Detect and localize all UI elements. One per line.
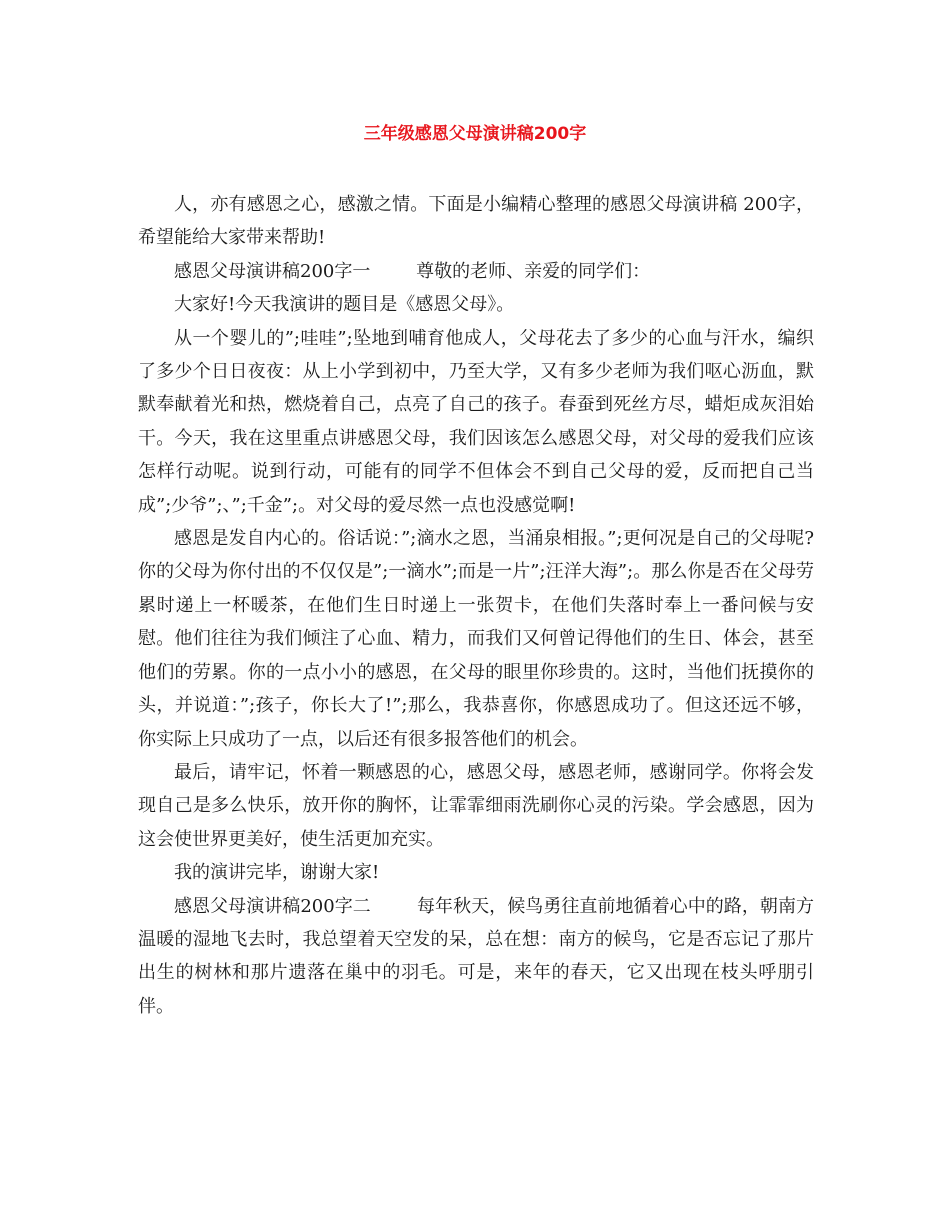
paragraph-speech-two: 感恩父母演讲稿200字二 每年秋天，候鸟勇往直前地循着心中的路，朝南方温暖的湿地飞去时，我总望着天空发的呆，总在想：南方的候鸟，它是否忘记了那片出生的树林和那片遗落在巢中的羽毛。可是，来年的春天，它又出现在枝头呼朋引伴。 <box>138 895 814 1017</box>
paragraph-greeting: 大家好!今天我演讲的题目是《感恩父母》。 <box>174 294 515 316</box>
paragraph-intro: 人，亦有感恩之心，感激之情。下面是小编精心整理的感恩父母演讲稿 200字，希望能给大家带来帮助! <box>138 194 814 249</box>
paragraph-body-2: 感恩是发自内心的。俗话说：”;滴水之恩，当涌泉相报。”;更何况是自己的父母呢?你的父母为你付出的不仅仅是”;一滴水”;而是一片”;汪洋大海”;。那么你是否在父母劳累时递上一杯暖茶，在他们生日时递上一张贺卡，在他们失落时奉上一番问候与安慰。他们往往为我们倾注了心血、精力，而我们又何曾记得他们的生日、体会，甚至他们的劳累。你的一点小小的感恩，在父母的眼里你珍贵的。这时，当他们抚摸你的头，并说道：”;孩子，你长大了!”;那么，我恭喜你，你感恩成功了。但这还远不够，你实际上只成功了一点，以后还有很多报答他们的机会。 <box>138 528 814 750</box>
paragraph-conclusion: 最后，请牢记，怀着一颗感恩的心，感恩父母，感恩老师，感谢同学。你将会发现自己是多么快乐，放开你的胸怀，让霏霏细雨洗刷你心灵的污染。学会感恩，因为这会使世界更美好，使生活更加充实。 <box>138 761 814 850</box>
document-body <box>138 188 814 1023</box>
paragraph-speech-one-heading: 感恩父母演讲稿200字一 尊敬的老师、亲爱的同学们： <box>174 260 651 282</box>
document-title: 三年级感恩父母演讲稿200字 <box>363 124 587 144</box>
paragraph-body-1: 从一个婴儿的”;哇哇”;坠地到哺育他成人，父母花去了多少的心血与汗水，编织了多少个日日夜夜：从上小学到初中，乃至大学，又有多少老师为我们呕心沥血，默默奉献着光和热，燃烧着自己，点亮了自己的孩子。春蚕到死丝方尽，蜡炬成灰泪始干。今天，我在这里重点讲感恩父母，我们因该怎么感恩父母，对父母的爱我们应该怎样行动呢。说到行动，可能有的同学不但体会不到自己父母的爱，反而把自己当成”;少爷”;、”;千金”;。对父母的爱尽然一点也没感觉啊! <box>138 327 814 516</box>
paragraph-closing: 我的演讲完毕，谢谢大家! <box>174 862 380 884</box>
